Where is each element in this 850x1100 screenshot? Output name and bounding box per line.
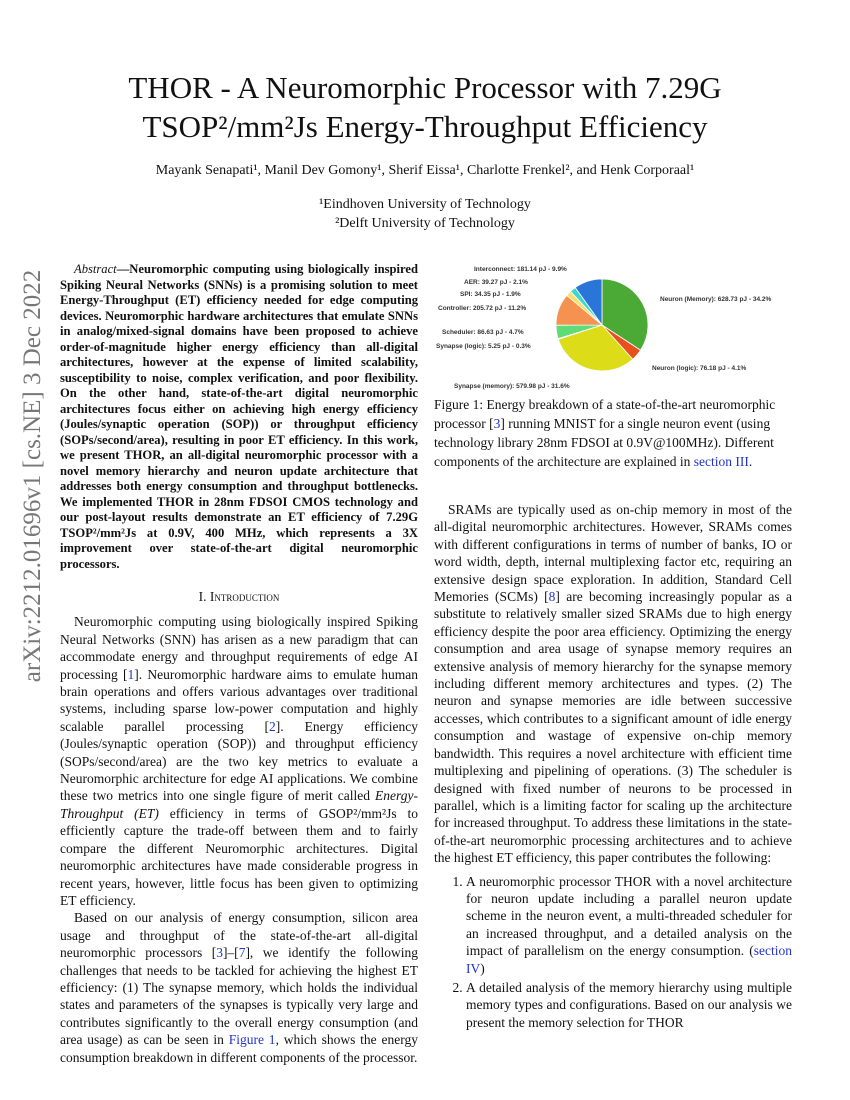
pie-slice-label: Neuron (Memory): 628.73 pJ - 34.2% [660, 296, 772, 303]
right-column [434, 258, 792, 1033]
citation-link[interactable]: section III [693, 454, 749, 469]
paragraph [60, 613, 418, 909]
text-segment: Based on our analysis of energy consumption, silicon area usage and throughput of the state-of-the-art all-digital neuromorphic processors [ [60, 910, 418, 961]
left-column [60, 262, 418, 1066]
text-segment: SRAMs are typically used as on-chip memory in most of the all-digital neuromorphic architectures. However, SRAMs comes with different configurations in terms of number of banks, IO or word width, depth, internal multiplexing factor etc, requiring an extensive design space exploration. In addition, Standard Cell Memories (SCMs) [ [434, 502, 792, 605]
pie-slice-label: AER: 39.27 pJ - 2.1% [464, 279, 528, 286]
paragraph [60, 909, 418, 1066]
citation-link[interactable]: 2 [269, 718, 276, 734]
abstract-text: —Neuromorphic computing using biologically inspired Spiking Neural Networks (SNNs) is a promising solution to meet Energy-Throughput (ET) efficiency needed for edge computing devices. Neuromorphic hardware architectures that emulate SNNs in analog/mixed-signal domains have been proposed to achieve order-of-magnitude higher energy efficiency than all-digital architectures, however at the expense of limited scalability, susceptibility to noise, complex verification, and poor flexibility. On the other hand, state-of-the-art digital neuromorphic architectures focus either on achieving high energy efficiency (Joules/synaptic operation (SOP)) or throughput efficiency (SOPs/second/area), resulting in poor ET efficiency. In this work, we present THOR, an all-digital neuromorphic processor with a novel memory hierarchy and neuron update architecture that addresses both energy consumption and throughput bottlenecks. We implemented THOR in 28nm FDSOI CMOS technology and our post-layout results demonstrate an ET efficiency of 7.29G TSOP²/mm²Js at 0.9V, 400 MHz, which represents a 3X improvement over state-of-the-art digital neuromorphic processors. [60, 262, 418, 571]
list-item [466, 873, 792, 977]
text-segment: . [748, 454, 753, 469]
pie-slice-label: Synapse (memory): 579.98 pJ - 31.6% [454, 383, 570, 390]
arxiv-stamp[interactable]: arXiv:2212.01696v1 [cs.NE] 3 Dec 2022 [19, 269, 46, 683]
citation-link[interactable]: 7 [238, 945, 246, 961]
text-segment: ]–[ [222, 945, 239, 961]
text-segment: , which shows the energy consumption breakdown in different components of the processor. [60, 1032, 418, 1065]
affiliation-2: ²Delft University of Technology [335, 216, 515, 231]
authors: Mayank Senapati¹, Manil Dev Gomony¹, Sherif Eissa¹, Charlotte Frenkel², and Henk Corporaal¹ [155, 163, 695, 178]
contributions-list [434, 873, 792, 1032]
citation-link[interactable]: 8 [548, 589, 556, 605]
text-segment: efficiency in terms of GSOP²/mm²Js to efficiently capture the trade-off between them and to fairly compare the different Neuromorphic architectures. Digital neuromorphic architectures have made considerable progress in recent years, however, little focus has been given to optimizing ET efficiency. [60, 805, 418, 908]
paper-title [0, 68, 850, 146]
text-segment: A neuromorphic processor THOR with a novel architecture for neuron update including a parallel neuron update scheme in the neuron event, a multi-threaded scheduler for an increased throughput, and a detailed analysis on the impact of parallelism on the energy consumption. ( [466, 873, 792, 959]
title-line-1: THOR - A Neuromorphic Processor with 7.29G [128, 70, 722, 105]
text-segment: Energy-Throughput (ET) [60, 788, 418, 821]
text-segment: ]. Neuromorphic hardware aims to emulate human brain operations and offers various advantages over traditional systems, including sparse low-power computation and highly scalable parallel processing [ [60, 666, 419, 734]
affiliation-1: ¹Eindhoven University of Technology [319, 197, 531, 212]
list-item [466, 979, 792, 1031]
pie-slice-label: Neuron (logic): 76.18 pJ - 4.1% [652, 365, 747, 372]
section-heading: I. Introduction [198, 589, 280, 604]
pie-chart [434, 258, 792, 393]
pie-slice-label: SPI: 34.35 pJ - 1.9% [460, 291, 521, 298]
citation-link[interactable]: Figure 1 [228, 1032, 276, 1048]
abstract-label: Abstract [74, 262, 117, 276]
text-segment: A detailed analysis of the memory hierarchy using multiple memory types and configurations. Based on our analysis we present the memory selection for THOR [466, 979, 792, 1030]
abstract [60, 262, 418, 572]
citation-link[interactable]: 3 [216, 945, 223, 961]
title-line-2: TSOP²/mm²Js Energy-Throughput Efficiency [142, 109, 708, 144]
pie-slice-label: Controller: 205.72 pJ - 11.2% [438, 305, 527, 312]
paragraph [434, 501, 792, 867]
citation-link[interactable]: 3 [493, 416, 501, 431]
affiliations [0, 195, 850, 233]
text-segment: ) [480, 960, 485, 976]
citation-link[interactable]: 1 [127, 666, 135, 682]
pie-slice-label: Scheduler: 86.63 pJ - 4.7% [442, 329, 524, 336]
pie-slice-label: Interconnect: 181.14 pJ - 9.9% [474, 266, 567, 273]
text-segment: ]. Energy efficiency (Joules/synaptic operation (SOP)) and throughput efficiency (SOPs/second/area) are the two key metrics to evaluate a Neuromorphic architecture for edge AI applications. We combine these two metrics into one single figure of merit called [60, 718, 419, 804]
text-segment: ], we identify the following challenges that needs to be tackled for achieving the highest ET efficiency: (1) The synapse memory, which holds the individual states and parameters of the synapses is typically very large and contributes significantly to the overall energy consumption (and area usage) as can be seen in [60, 945, 418, 1048]
figure-caption [434, 395, 792, 471]
citation-link[interactable]: section IV [466, 943, 792, 976]
text-segment: ] running MNIST for a single neuron event (using technology library 28nm FDSOI at 0.9V@100MHz). Different components of the architecture are explained in [434, 416, 774, 469]
pie-slice-label: Synapse (logic): 5.25 pJ - 0.3% [436, 343, 531, 350]
text-segment: Neuromorphic computing using biologically inspired Spiking Neural Networks (SNN) has arisen as a new paradigm that can accommodate energy and throughput requirements of edge AI processing [ [60, 614, 418, 682]
text-segment: Figure 1: Energy breakdown of a state-of-the-art neuromorphic processor [ [434, 397, 776, 431]
text-segment: ] are becoming increasingly popular as a substitute to relatively smaller sized SRAMs due to high energy efficiency despite the poor area efficiency. Optimizing the energy consumption and area usage of synapse memory requires an extensive analysis of memory hierarchy for the synapse memory including different memory architectures and types. (2) The neuron and synapse memories are idle between successive accesses, which contributes to a significant amount of idle energy consumption and wastage of expensive on-chip memory bandwidth. This requires a novel architecture with efficient time multiplexing and pipelining of operations. (3) The scheduler is designed with fixed number of neurons to be processed in parallel, which is a limiting factor for scaling up the architecture for increased throughput. To address these limitations in the state-of-the-art neuromorphic processing architectures and to achieve the highest ET efficiency, this paper contributes the following: [434, 589, 792, 866]
